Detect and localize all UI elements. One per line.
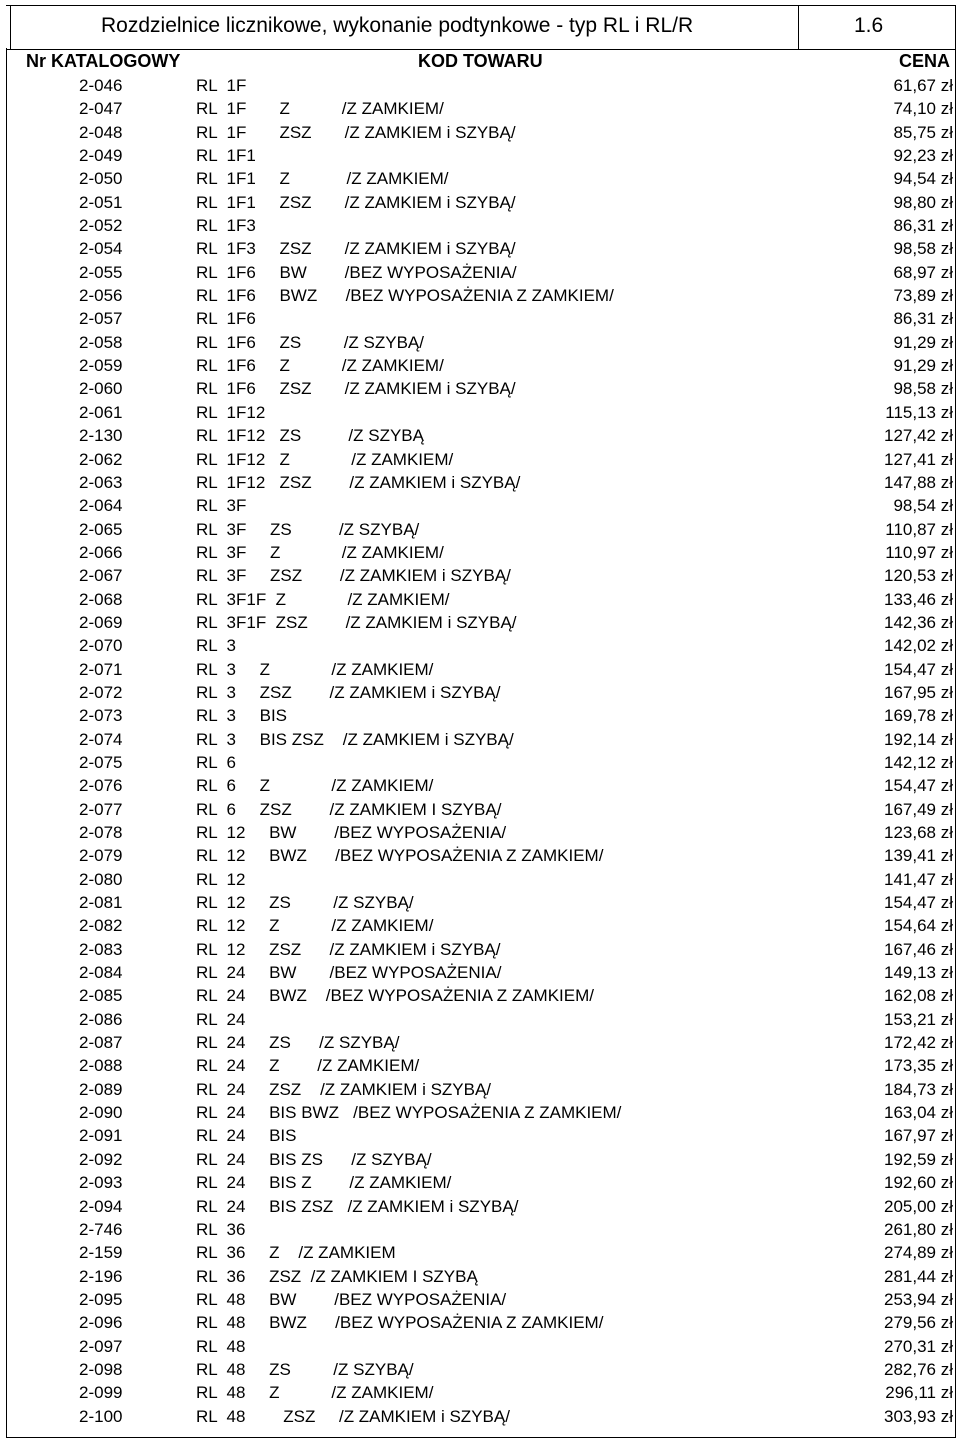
price-cell: 127,41 zł [884,449,953,469]
product-code-cell: RL 3F Z /Z ZAMKIEM/ [196,542,444,562]
table-row [6,961,956,984]
table-row [6,1124,956,1147]
table-row [6,634,956,657]
product-code-cell: RL 48 BW /BEZ WYPOSAŻENIA/ [196,1289,507,1309]
title-right-border [955,6,956,49]
table-row [6,1218,956,1241]
header-catalog-number: Nr KATALOGOWY [26,51,181,71]
product-code-cell: RL 1F6 BWZ /BEZ WYPOSAŻENIA Z ZAMKIEM/ [196,286,614,306]
catalog-number-cell: 2-048 [79,122,123,142]
catalog-number-cell: 2-077 [79,799,123,819]
product-code-cell: RL 6 Z /Z ZAMKIEM/ [196,776,434,796]
price-cell: 98,58 zł [893,379,953,399]
table-row [6,938,956,961]
table-row [6,1148,956,1171]
table-row [6,611,956,634]
price-cell: 154,47 zł [884,659,953,679]
table-row [6,424,956,447]
table-row [6,658,956,681]
product-code-cell: RL 1F ZSZ /Z ZAMKIEM i SZYBĄ/ [196,122,516,142]
table-right-border [955,48,956,1438]
catalog-number-cell: 2-094 [79,1196,123,1216]
price-cell: 192,59 zł [884,1149,953,1169]
product-code-cell: RL 1F3 [196,216,256,236]
table-row [6,1311,956,1334]
catalog-number-cell: 2-050 [79,169,123,189]
price-cell: 173,35 zł [884,1056,953,1076]
table-row [6,844,956,867]
price-cell: 192,14 zł [884,729,953,749]
price-cell: 147,88 zł [884,472,953,492]
catalog-number-cell: 2-067 [79,566,123,586]
catalog-number-cell: 2-073 [79,706,123,726]
catalog-number-cell: 2-060 [79,379,123,399]
catalog-number-cell: 2-087 [79,1033,123,1053]
header-price: CENA [898,51,950,71]
product-code-cell: RL 3F ZS /Z SZYBĄ/ [196,519,420,539]
price-cell: 162,08 zł [884,986,953,1006]
price-table-body [6,74,956,1428]
price-cell: 91,29 zł [893,332,953,352]
table-row [6,401,956,424]
product-code-cell: RL 3 ZSZ /Z ZAMKIEM i SZYBĄ/ [196,682,501,702]
catalog-number-cell: 2-069 [79,612,123,632]
product-code-cell: RL 48 BWZ /BEZ WYPOSAŻENIA Z ZAMKIEM/ [196,1313,604,1333]
price-cell: 68,97 zł [893,262,953,282]
catalog-number-cell: 2-091 [79,1126,123,1146]
title-row [6,5,956,50]
title-divider [798,6,799,49]
table-left-border [6,48,7,1438]
price-cell: 282,76 zł [884,1359,953,1379]
product-code-cell: RL 3F1F ZSZ /Z ZAMKIEM i SZYBĄ/ [196,612,517,632]
catalog-number-cell: 2-096 [79,1313,123,1333]
table-row [6,868,956,891]
catalog-number-cell: 2-092 [79,1149,123,1169]
table-row [6,564,956,587]
catalog-number-cell: 2-065 [79,519,123,539]
price-cell: 154,47 zł [884,776,953,796]
section-number: 1.6 [854,14,884,37]
price-cell: 110,97 zł [885,542,953,562]
catalog-number-cell: 2-056 [79,286,123,306]
price-cell: 296,11 zł [885,1383,953,1403]
table-row [6,1054,956,1077]
catalog-number-cell: 2-070 [79,636,123,656]
product-code-cell: RL 24 BW /BEZ WYPOSAŻENIA/ [196,963,502,983]
product-code-cell: RL 3F [196,496,247,516]
table-row [6,821,956,844]
product-code-cell: RL 1F6 Z /Z ZAMKIEM/ [196,356,444,376]
price-cell: 154,64 zł [884,916,953,936]
table-row [6,588,956,611]
table-row [6,1358,956,1381]
table-row [6,1101,956,1124]
product-code-cell: RL 36 [196,1219,246,1239]
table-row [6,494,956,517]
table-row [6,377,956,400]
product-code-cell: RL 12 BW /BEZ WYPOSAŻENIA/ [196,823,507,842]
price-cell: 184,73 zł [884,1079,953,1099]
product-code-cell: RL 3 BIS ZSZ /Z ZAMKIEM i SZYBĄ/ [196,729,514,749]
table-row [6,261,956,284]
table-row [6,237,956,260]
table-row [6,1171,956,1194]
price-cell: 92,23 zł [893,146,953,166]
product-code-cell: RL 24 BIS [196,1126,297,1146]
price-cell: 141,47 zł [884,869,953,889]
product-code-cell: RL 12 [196,869,246,889]
table-row [6,354,956,377]
product-code-cell: RL 1F1 [196,146,256,166]
price-cell: 74,10 zł [893,99,953,119]
catalog-number-cell: 2-058 [79,332,123,352]
price-cell: 98,54 zł [893,496,953,516]
product-code-cell: RL 1F12 [196,402,266,422]
table-row [6,1265,956,1288]
price-cell: 261,80 zł [884,1219,953,1239]
catalog-number-cell: 2-062 [79,449,123,469]
table-row [6,751,956,774]
price-cell: 167,97 zł [884,1126,953,1146]
catalog-number-cell: 2-159 [79,1243,123,1263]
table-row [6,1288,956,1311]
table-row [6,774,956,797]
catalog-number-cell: 2-072 [79,682,123,702]
product-code-cell: RL 6 ZSZ /Z ZAMKIEM I SZYBĄ/ [196,799,502,819]
price-cell: 172,42 zł [884,1033,953,1053]
product-code-cell: RL 12 ZSZ /Z ZAMKIEM i SZYBĄ/ [196,939,501,959]
catalog-number-cell: 2-095 [79,1289,123,1309]
catalog-number-cell: 2-093 [79,1173,123,1193]
catalog-number-cell: 2-052 [79,216,123,236]
catalog-number-cell: 2-130 [79,426,123,446]
catalog-number-cell: 2-088 [79,1056,123,1076]
table-row [6,121,956,144]
table-row [6,518,956,541]
price-cell: 142,36 zł [884,612,953,632]
price-cell: 167,95 zł [884,682,953,702]
table-row [6,284,956,307]
price-cell: 279,56 zł [884,1313,953,1333]
price-cell: 120,53 zł [884,566,953,586]
catalog-number-cell: 2-098 [79,1359,123,1379]
product-code-cell: RL 24 BIS BWZ /BEZ WYPOSAŻENIA Z ZAMKIEM/ [196,1103,622,1123]
price-cell: 142,02 zł [884,636,953,656]
product-code-cell: RL 1F12 ZS /Z SZYBĄ [196,426,424,446]
product-code-cell: RL 3 Z /Z ZAMKIEM/ [196,659,434,679]
catalog-number-cell: 2-078 [79,823,123,842]
price-cell: 142,12 zł [884,752,953,772]
table-row [6,471,956,494]
table-row [6,1241,956,1264]
table-bottom-border [6,1437,956,1438]
price-cell: 133,46 zł [884,589,953,609]
product-code-cell: RL 3F ZSZ /Z ZAMKIEM i SZYBĄ/ [196,566,511,586]
table-row [6,1078,956,1101]
price-cell: 167,49 zł [884,799,953,819]
catalog-number-cell: 2-054 [79,239,123,259]
catalog-number-cell: 2-075 [79,752,123,772]
table-row [6,167,956,190]
price-cell: 205,00 zł [884,1196,953,1216]
catalog-number-cell: 2-081 [79,893,123,913]
table-row [6,1031,956,1054]
catalog-number-cell: 2-061 [79,402,123,422]
table-row [6,728,956,751]
price-cell: 149,13 zł [884,963,953,983]
catalog-number-cell: 2-084 [79,963,123,983]
catalog-number-cell: 2-079 [79,846,123,866]
catalog-number-cell: 2-051 [79,192,123,212]
product-code-cell: RL 1F3 ZSZ /Z ZAMKIEM i SZYBĄ/ [196,239,516,259]
table-row [6,1008,956,1031]
product-code-cell: RL 6 [196,752,237,772]
product-code-cell: RL 48 ZSZ /Z ZAMKIEM i SZYBĄ/ [196,1406,510,1426]
product-code-cell: RL 24 Z /Z ZAMKIEM/ [196,1056,420,1076]
price-cell: 86,31 zł [893,309,953,329]
table-row [6,704,956,727]
table-row [6,798,956,821]
price-cell: 192,60 zł [884,1173,953,1193]
product-code-cell: RL 24 ZS /Z SZYBĄ/ [196,1033,400,1053]
catalog-number-cell: 2-074 [79,729,123,749]
product-code-cell: RL 1F6 ZS /Z SZYBĄ/ [196,332,424,352]
product-code-cell: RL 12 ZS /Z SZYBĄ/ [196,893,414,913]
price-cell: 85,75 zł [893,122,953,142]
product-code-cell: RL 24 BWZ /BEZ WYPOSAŻENIA Z ZAMKIEM/ [196,986,594,1006]
table-row [6,891,956,914]
price-cell: 94,54 zł [893,169,953,189]
table-row [6,307,956,330]
table-row [6,214,956,237]
table-row [6,144,956,167]
catalog-number-cell: 2-086 [79,1009,123,1029]
catalog-number-cell: 2-100 [79,1406,123,1426]
catalog-number-cell: 2-099 [79,1383,123,1403]
price-cell: 253,94 zł [884,1289,953,1309]
product-code-cell: RL 12 Z /Z ZAMKIEM/ [196,916,434,936]
product-code-cell: RL 1F6 BW /BEZ WYPOSAŻENIA/ [196,262,517,282]
product-code-cell: RL 3F1F Z /Z ZAMKIEM/ [196,589,450,609]
price-cell: 154,47 zł [884,893,953,913]
catalog-number-cell: 2-089 [79,1079,123,1099]
table-row [6,541,956,564]
table-row [6,1335,956,1358]
product-code-cell: RL 1F6 ZSZ /Z ZAMKIEM i SZYBĄ/ [196,379,516,399]
price-cell: 73,89 zł [893,286,953,306]
price-cell: 153,21 zł [884,1009,953,1029]
catalog-number-cell: 2-057 [79,309,123,329]
product-code-cell: RL 1F [196,76,247,95]
price-cell: 274,89 zł [884,1243,953,1263]
product-code-cell: RL 24 BIS Z /Z ZAMKIEM/ [196,1173,452,1193]
catalog-number-cell: 2-746 [79,1219,123,1239]
product-code-cell: RL 36 ZSZ /Z ZAMKIEM I SZYBĄ [196,1266,478,1286]
table-header [6,48,956,73]
price-cell: 169,78 zł [884,706,953,726]
price-cell: 281,44 zł [884,1266,953,1286]
price-cell: 163,04 zł [884,1103,953,1123]
price-cell: 98,80 zł [893,192,953,212]
table-row [6,97,956,120]
catalog-number-cell: 2-090 [79,1103,123,1123]
product-code-cell: RL 1F6 [196,309,256,329]
document-title: Rozdzielnice licznikowe, wykonanie podtynkowe - typ RL i RL/R [101,14,694,37]
catalog-number-cell: 2-068 [79,589,123,609]
price-cell: 86,31 zł [893,216,953,236]
title-left-border [10,6,11,49]
catalog-number-cell: 2-059 [79,356,123,376]
product-code-cell: RL 3 [196,636,237,656]
table-row [6,191,956,214]
catalog-number-cell: 2-049 [79,146,123,166]
product-code-cell: RL 1F12 Z /Z ZAMKIEM/ [196,449,454,469]
catalog-number-cell: 2-097 [79,1336,123,1356]
catalog-number-cell: 2-063 [79,472,123,492]
product-code-cell: RL 36 Z /Z ZAMKIEM [196,1243,396,1263]
table-row [6,681,956,704]
price-cell: 91,29 zł [893,356,953,376]
catalog-number-cell: 2-085 [79,986,123,1006]
product-code-cell: RL 3 BIS [196,706,288,726]
product-code-cell: RL 1F1 Z /Z ZAMKIEM/ [196,169,449,189]
table-row [6,914,956,937]
product-code-cell: RL 48 [196,1336,246,1356]
price-cell: 98,58 zł [893,239,953,259]
price-cell: 270,31 zł [884,1336,953,1356]
price-cell: 123,68 zł [884,823,953,842]
product-code-cell: RL 24 BIS ZSZ /Z ZAMKIEM i SZYBĄ/ [196,1196,519,1216]
price-cell: 303,93 zł [884,1406,953,1426]
product-code-cell: RL 24 [196,1009,246,1029]
price-cell: 115,13 zł [885,402,953,422]
table-row [6,448,956,471]
product-code-cell: RL 48 Z /Z ZAMKIEM/ [196,1383,434,1403]
catalog-number-cell: 2-064 [79,496,123,516]
table-row [6,74,956,97]
table-row [6,1381,956,1404]
catalog-number-cell: 2-071 [79,659,123,679]
header-product-code: KOD TOWARU [418,51,543,71]
catalog-number-cell: 2-082 [79,916,123,936]
product-code-cell: RL 48 ZS /Z SZYBĄ/ [196,1359,414,1379]
product-code-cell: RL 12 BWZ /BEZ WYPOSAŻENIA Z ZAMKIEM/ [196,846,604,866]
catalog-number-cell: 2-076 [79,776,123,796]
price-cell: 139,41 zł [884,846,953,866]
table-row [6,1195,956,1218]
price-cell: 61,67 zł [893,76,953,95]
catalog-number-cell: 2-046 [79,76,123,95]
table-row [6,331,956,354]
product-code-cell: RL 24 ZSZ /Z ZAMKIEM i SZYBĄ/ [196,1079,492,1099]
catalog-number-cell: 2-055 [79,262,123,282]
product-code-cell: RL 24 BIS ZS /Z SZYBĄ/ [196,1149,432,1169]
catalog-number-cell: 2-196 [79,1266,123,1286]
product-code-cell: RL 1F12 ZSZ /Z ZAMKIEM i SZYBĄ/ [196,472,521,492]
price-cell: 127,42 zł [884,426,953,446]
catalog-number-cell: 2-047 [79,99,123,119]
price-cell: 110,87 zł [885,519,953,539]
product-code-cell: RL 1F1 ZSZ /Z ZAMKIEM i SZYBĄ/ [196,192,516,212]
catalog-number-cell: 2-083 [79,939,123,959]
table-row [6,1405,956,1428]
product-code-cell: RL 1F Z /Z ZAMKIEM/ [196,99,444,119]
catalog-number-cell: 2-066 [79,542,123,562]
catalog-number-cell: 2-080 [79,869,123,889]
price-cell: 167,46 zł [884,939,953,959]
table-row [6,984,956,1007]
